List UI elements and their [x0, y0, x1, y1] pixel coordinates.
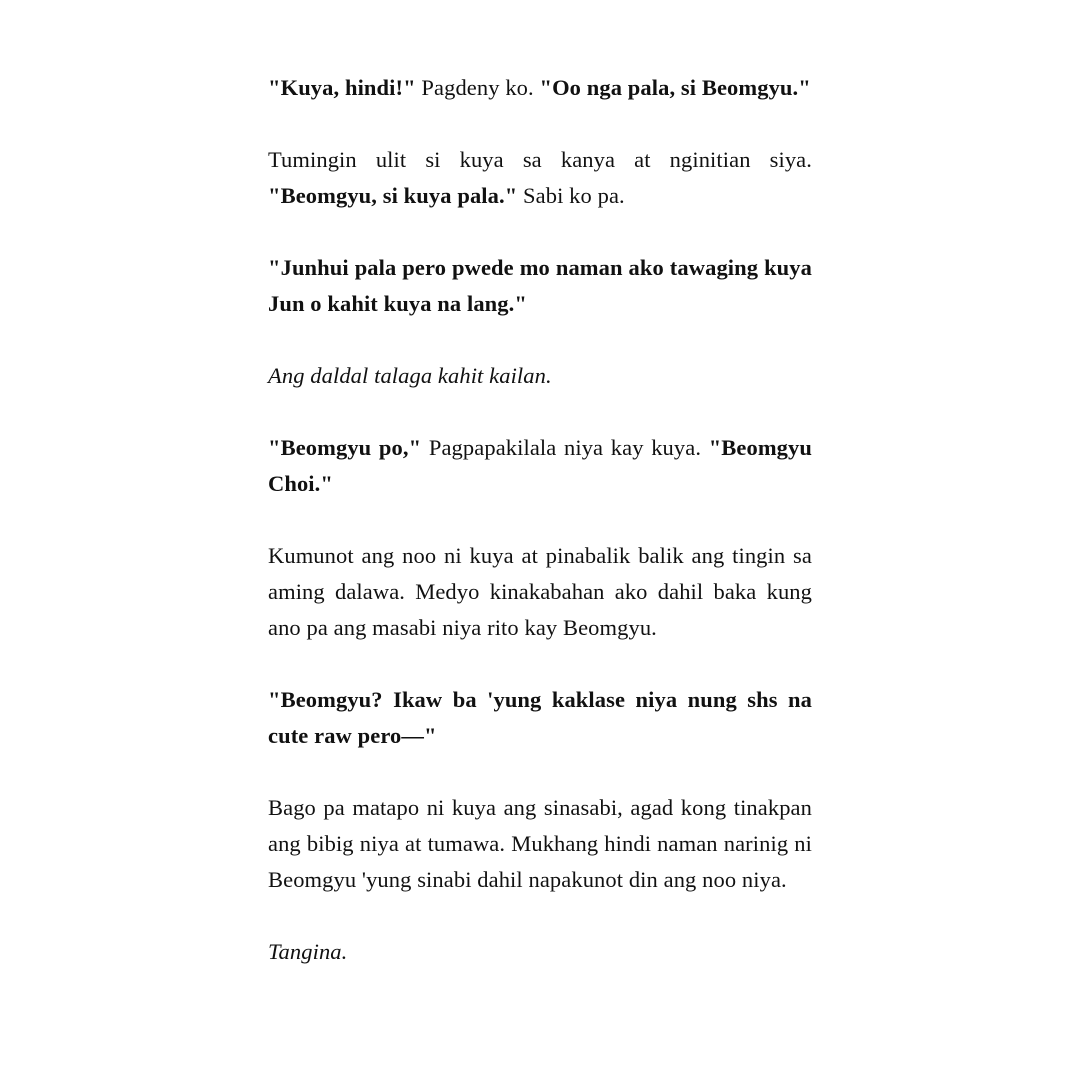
dialogue-text: "Beomgyu po," — [268, 435, 422, 460]
paragraph-1 — [268, 70, 812, 106]
dialogue-text: "Beomgyu Choi." — [268, 435, 812, 496]
paragraph-7 — [268, 682, 812, 754]
story-page — [268, 70, 812, 970]
paragraph-gap — [268, 214, 812, 250]
paragraph-gap — [268, 502, 812, 538]
paragraph-3 — [268, 250, 812, 322]
paragraph-gap — [268, 106, 812, 142]
paragraph-gap — [268, 322, 812, 358]
paragraph-gap — [268, 754, 812, 790]
narration-text: Sabi ko pa. — [517, 183, 625, 208]
paragraph-gap — [268, 898, 812, 934]
paragraph-9 — [268, 934, 812, 970]
narration-text: Bago pa matapo ni kuya ang sinasabi, agad kong tinakpan ang bibig niya at tumawa. Mukhang hindi naman narinig ni Beomgyu 'yung sinabi dahil napakunot din ang noo niya. — [268, 795, 812, 892]
dialogue-text: "Kuya, hindi!" — [268, 75, 416, 100]
dialogue-text: "Oo nga pala, si Beomgyu." — [539, 75, 811, 100]
narration-text: Pagpapakilala niya kay kuya. — [421, 435, 709, 460]
paragraph-2 — [268, 142, 812, 214]
paragraph-4 — [268, 358, 812, 394]
paragraph-5 — [268, 430, 812, 502]
narration-text: Pagdeny ko. — [415, 75, 540, 100]
narration-text: Kumunot ang noo ni kuya at pinabalik balik ang tingin sa aming dalawa. Medyo kinakabahan ako dahil baka kung ano pa ang masabi niya rito kay Beomgyu. — [268, 543, 812, 640]
inner-thought-text: Ang daldal talaga kahit kailan. — [268, 363, 552, 388]
dialogue-text: "Beomgyu, si kuya pala." — [268, 183, 518, 208]
narration-text: Tumingin ulit si kuya sa kanya at nginitian siya. — [268, 147, 812, 172]
dialogue-text: "Beomgyu? Ikaw ba 'yung kaklase niya nung shs na cute raw pero—" — [268, 687, 812, 748]
paragraph-gap — [268, 394, 812, 430]
inner-thought-text: Tangina. — [268, 939, 348, 964]
paragraph-8 — [268, 790, 812, 898]
paragraph-6 — [268, 538, 812, 646]
dialogue-text: "Junhui pala pero pwede mo naman ako tawaging kuya Jun o kahit kuya na lang." — [268, 255, 812, 316]
paragraph-gap — [268, 646, 812, 682]
